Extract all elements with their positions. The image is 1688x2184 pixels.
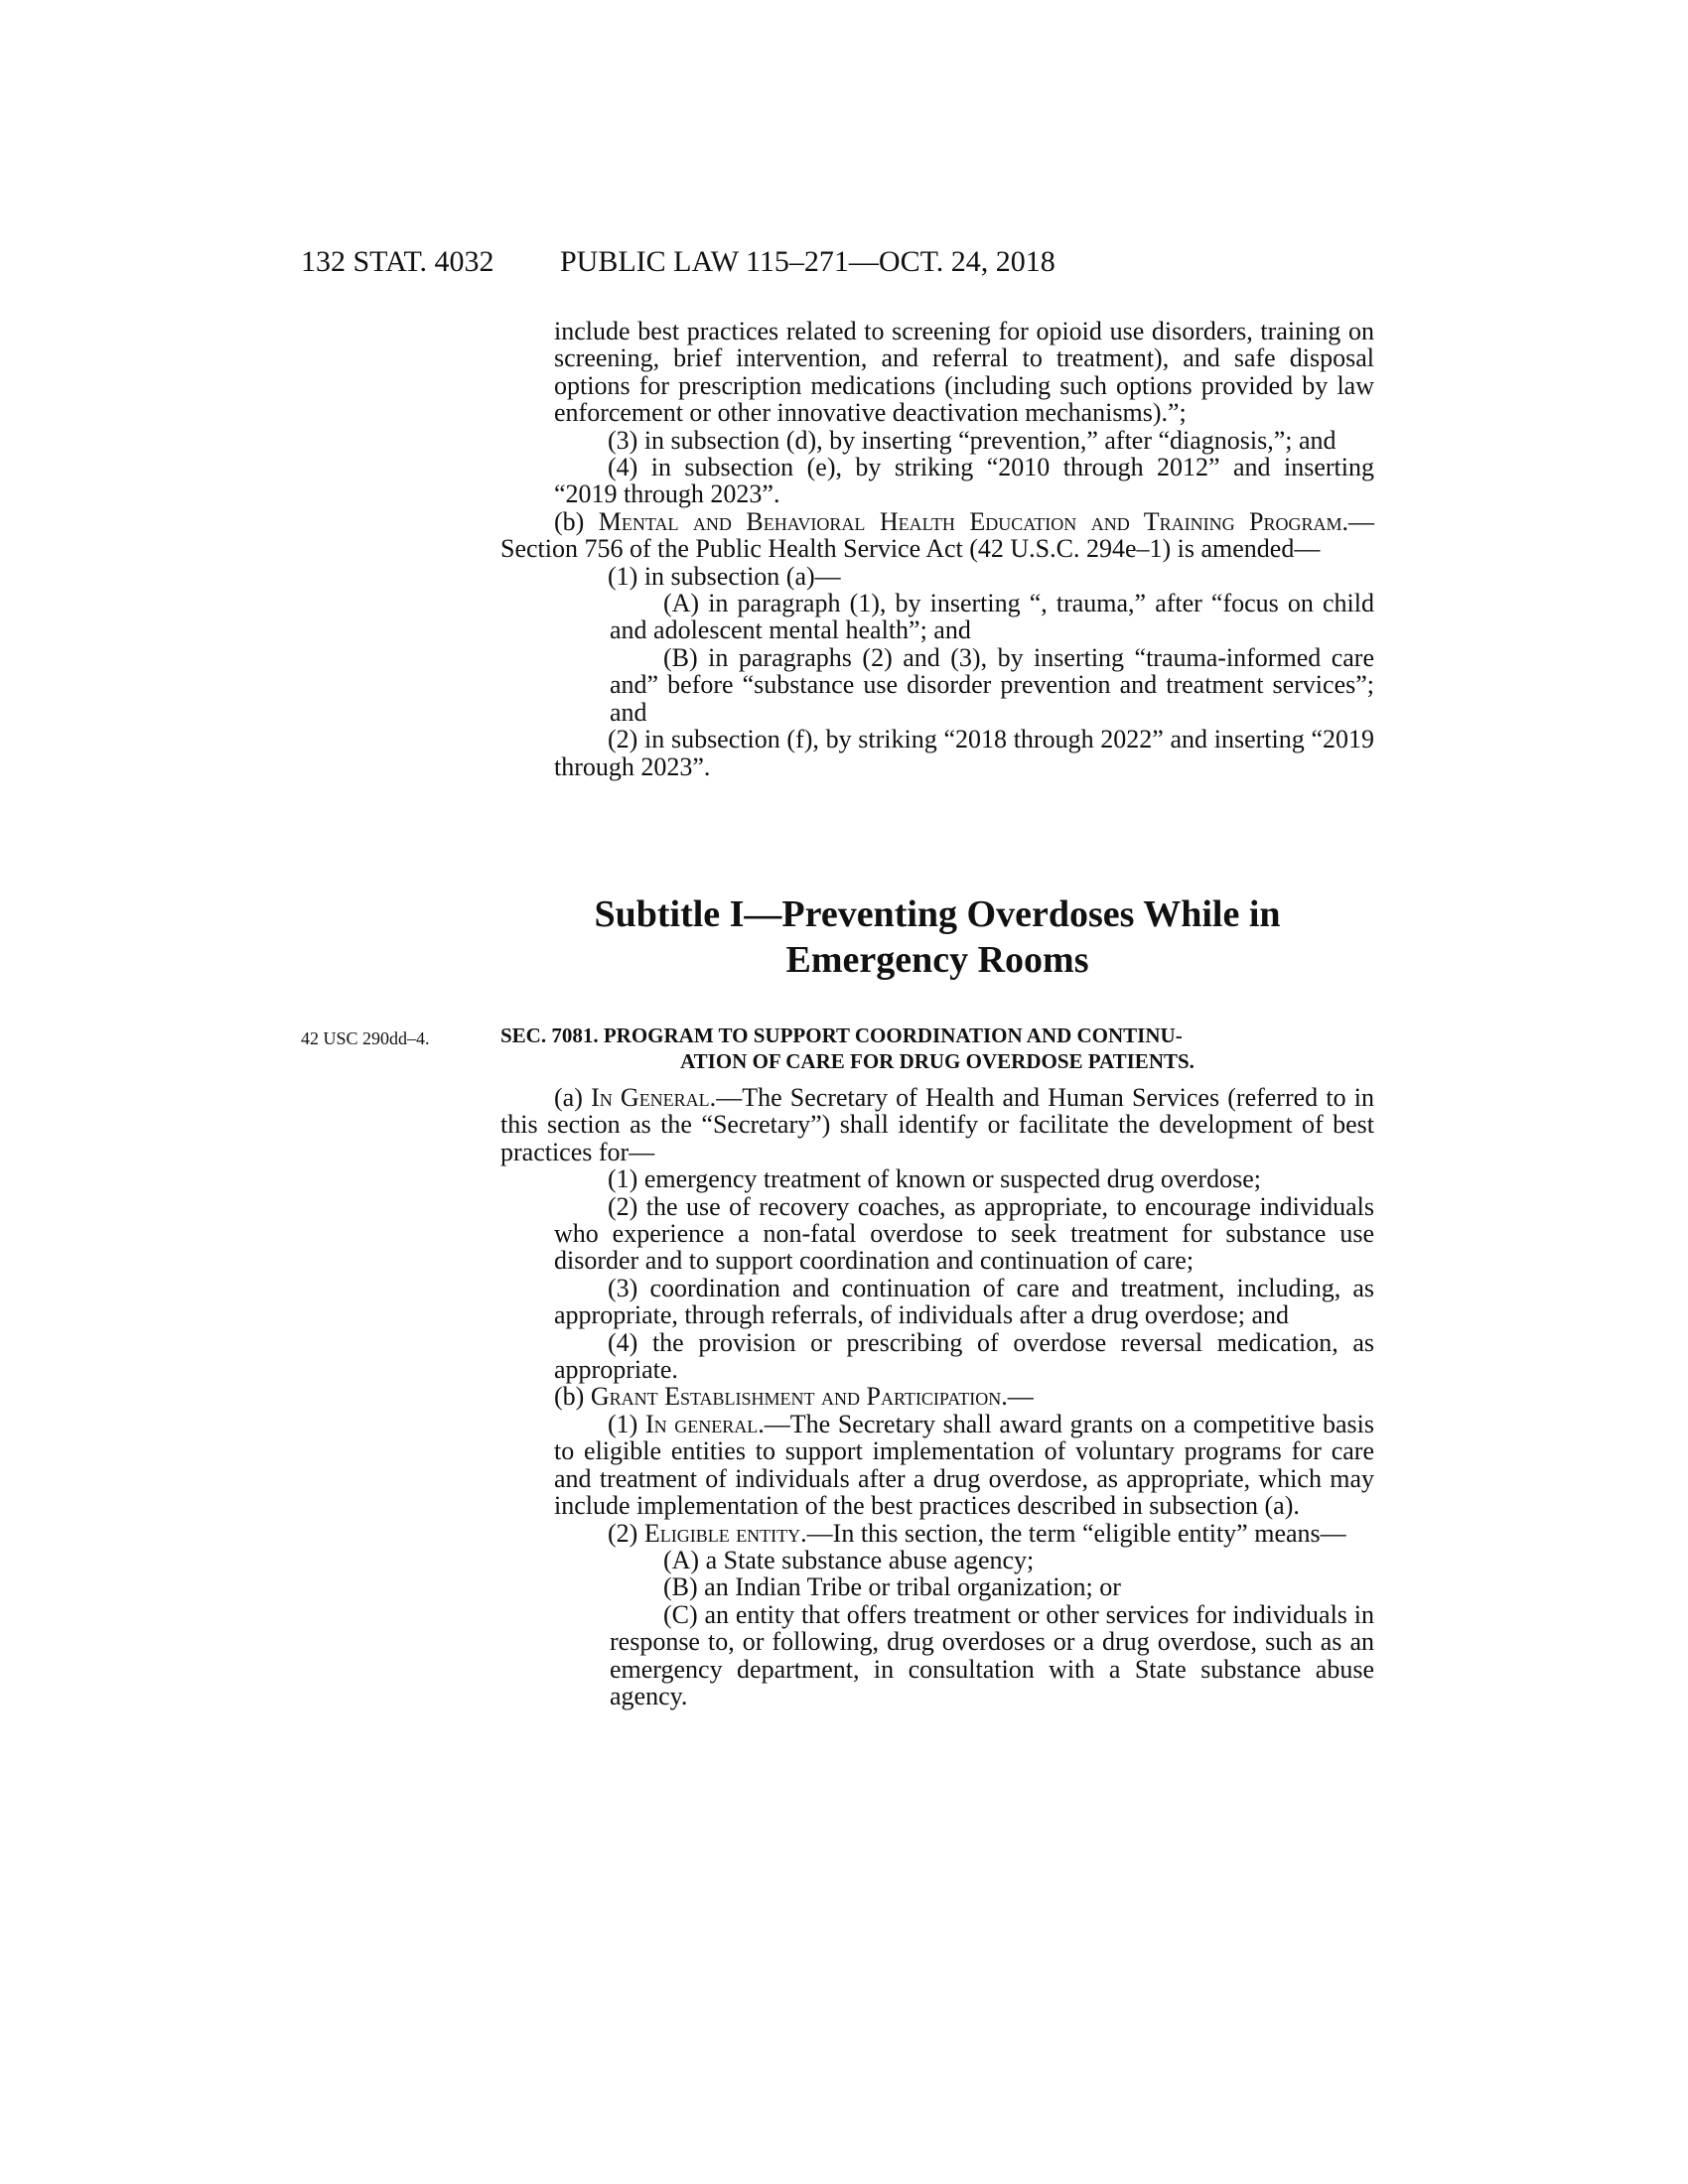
subsection-b xyxy=(500,1383,1374,1410)
paragraph: (A) a State substance abuse agency; xyxy=(663,1545,1035,1574)
subsection-title: Mental and Behavioral Health Education and Training Program. xyxy=(598,506,1349,536)
paragraph: include best practices related to screening for opioid use disorders, training on screening, brief intervention, and referral to treatment), and safe disposal options for prescription medications (including such options provided by law enforcement or other innovative deactivation mechanisms).”; xyxy=(554,317,1374,428)
paragraph: (1) emergency treatment of known or suspected drug overdose; xyxy=(608,1164,1261,1194)
top-text-block xyxy=(500,318,1374,780)
subtitle-heading: Subtitle I—Preventing Overdoses While in Emergency Rooms xyxy=(594,893,1281,981)
paragraph: (2) the use of recovery coaches, as appropriate, to encourage individuals who experience a non-fatal overdose to seek treatment for substance use disorder and to support coordination and continuation of care; xyxy=(554,1191,1374,1276)
paragraph-title: In general. xyxy=(644,1409,765,1438)
subsection-title: Grant Establishment and Participation. xyxy=(590,1382,1008,1412)
subsection-b xyxy=(500,508,1374,563)
section-heading-line2: ATION OF CARE FOR DRUG OVERDOSE PATIENTS. xyxy=(680,1049,1195,1073)
paragraph: (4) the provision or prescribing of overdose reversal medication, as appropriate. xyxy=(554,1327,1374,1385)
subsection-label: (a) xyxy=(554,1083,583,1112)
paragraph-b2 xyxy=(500,1520,1374,1547)
section-heading xyxy=(500,1023,1374,1074)
subsection-title: In General. xyxy=(591,1083,717,1112)
subsection-label: (b) xyxy=(554,506,585,536)
paragraph-text: —In this section, the term “eligible entity” means— xyxy=(806,1518,1346,1548)
paragraph-title: Eligible entity. xyxy=(643,1518,807,1548)
paragraph-b1 xyxy=(500,1411,1374,1520)
subsection-label: (b) xyxy=(554,1382,585,1412)
statute-citation: 132 STAT. 4032 xyxy=(301,245,494,278)
paragraph: (1) in subsection (a)— xyxy=(608,561,841,591)
paragraph: (C) an entity that offers treatment or other services for individuals in response to, or following, drug overdoses or a drug overdose, such as an emergency department, in consultation with a State substance abuse agency. xyxy=(610,1599,1374,1710)
paragraph: (B) in paragraphs (2) and (3), by inserting “trauma-informed care and” before “substance use disorder prevention and treatment services”; and xyxy=(610,642,1374,727)
margin-note: 42 USC 290dd–4. xyxy=(301,1028,430,1048)
paragraph-label: (2) xyxy=(608,1518,638,1548)
subsection-text: —The Secretary of Health and Human Services (referred to in this section as the “Secretary”) shall identify or facilitate the development of best practices for— xyxy=(500,1083,1375,1166)
section-heading-line1: SEC. 7081. PROGRAM TO SUPPORT COORDINATION AND CONTINU- xyxy=(500,1024,1183,1047)
public-law-citation: PUBLIC LAW 115–271—OCT. 24, 2018 xyxy=(560,245,1055,278)
paragraph: (4) in subsection (e), by striking “2010 through 2012” and inserting “2019 through 2023”. xyxy=(554,453,1374,509)
paragraph: (2) in subsection (f), by striking “2018 through 2022” and inserting “2019 through 2023”. xyxy=(554,725,1374,781)
page-header xyxy=(0,245,1688,289)
subsection-text: —Section 756 of the Public Health Service Act (42 U.S.C. 294e–1) is amended— xyxy=(500,506,1375,564)
subsection-a xyxy=(500,1084,1374,1165)
paragraph-text: —The Secretary shall award grants on a competitive basis to eligible entities to support implementation of voluntary programs for care and treatment of individuals after a drug overdose, as appropriate, which may include implementation of the best practices described in subsection (a). xyxy=(554,1409,1374,1521)
bottom-text-block xyxy=(500,1084,1374,1709)
subsection-dash: — xyxy=(1007,1382,1034,1412)
paragraph: (A) in paragraph (1), by inserting “, trauma,” after “focus on child and adolescent mental health”; and xyxy=(610,589,1374,645)
paragraph: (3) coordination and continuation of care and treatment, including, as appropriate, through referrals, of individuals after a drug overdose; and xyxy=(554,1273,1374,1330)
paragraph: (B) an Indian Tribe or tribal organization; or xyxy=(663,1572,1121,1602)
paragraph: (3) in subsection (d), by inserting “prevention,” after “diagnosis,”; and xyxy=(608,425,1336,455)
paragraph-label: (1) xyxy=(608,1409,638,1438)
